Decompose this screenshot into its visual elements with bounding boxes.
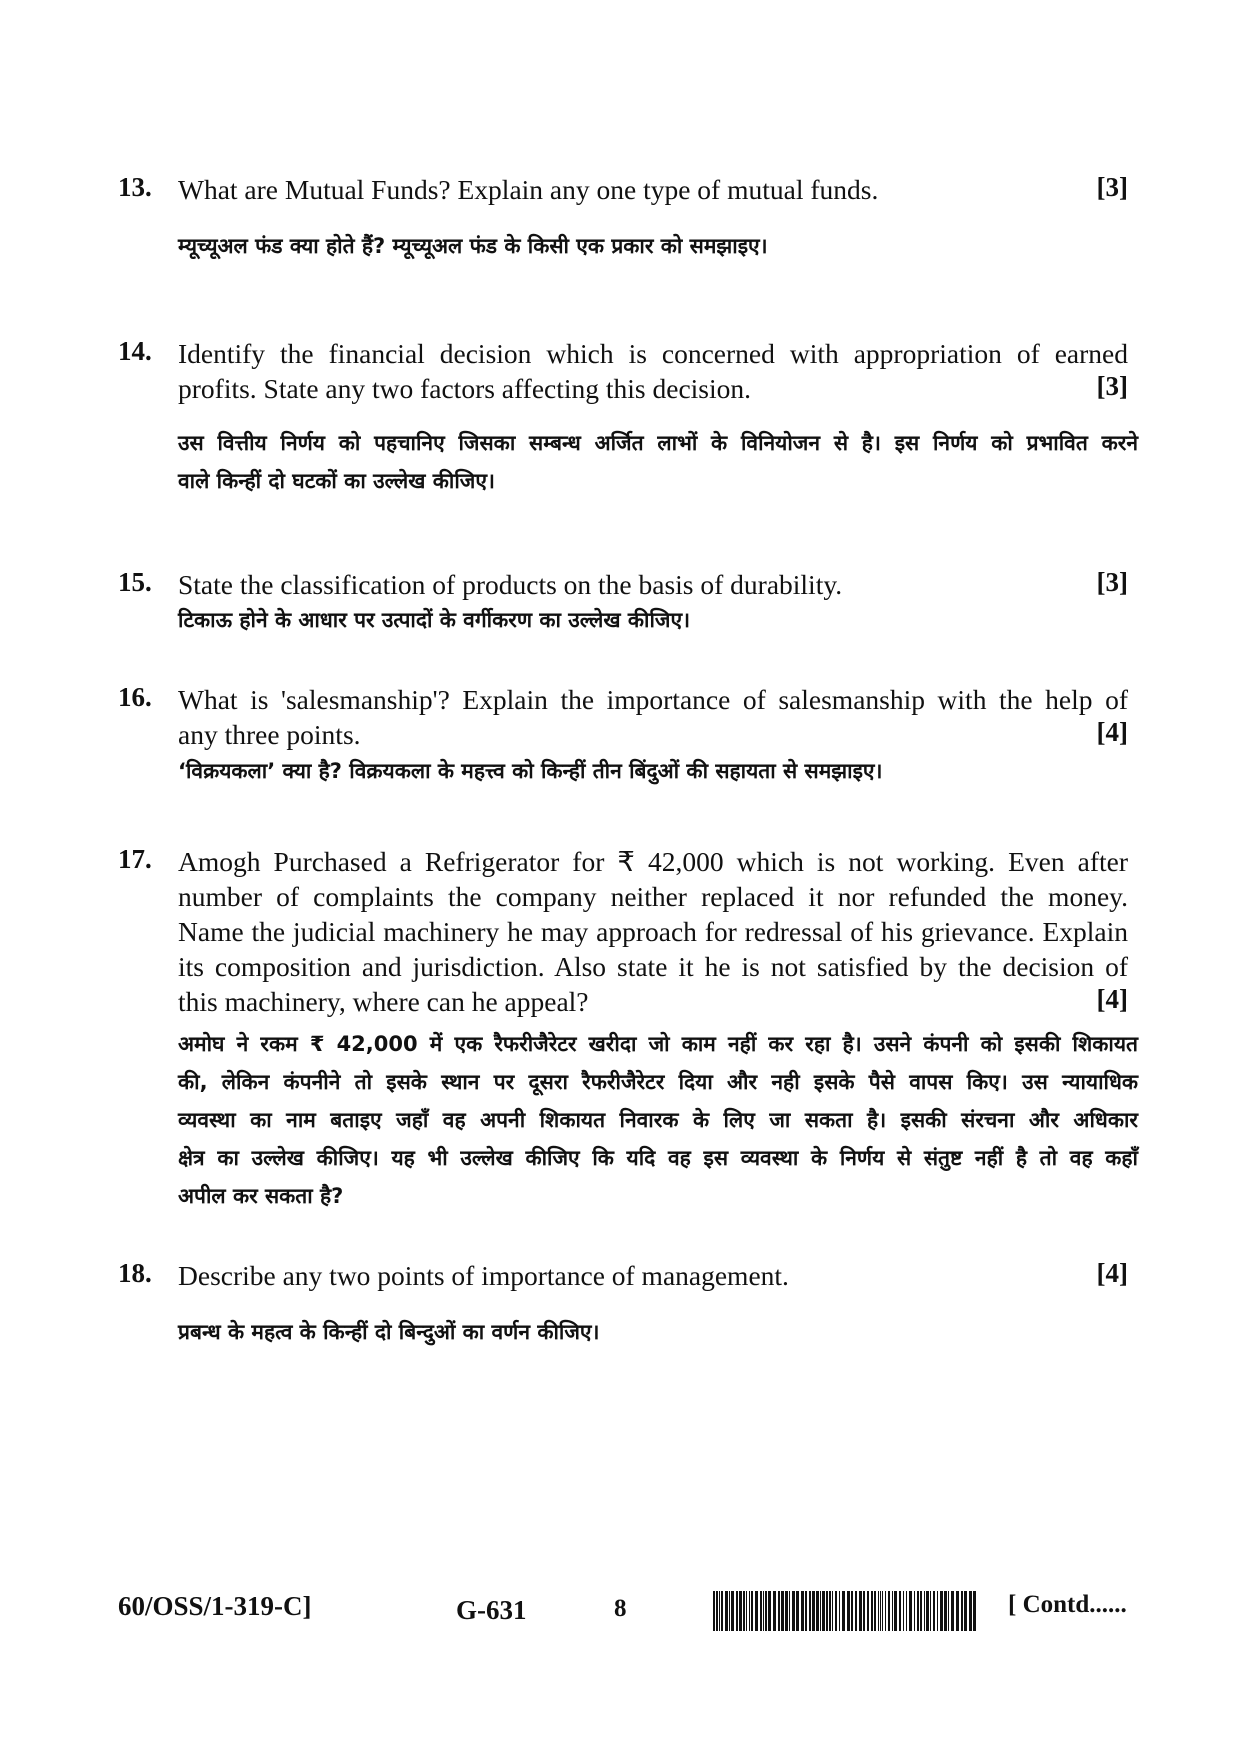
question-hindi	[178, 227, 1138, 265]
english-line: this machinery, where can he appeal?	[178, 986, 589, 1017]
english-line: What is 'salesmanship'? Explain the importance of salesmanship with the help of	[178, 684, 1128, 715]
hindi-line: अमोघ ने रकम ₹ 42,000 में एक रैफरीजैरेटर खरीदा जो काम नहीं कर रहा है। उसने कंपनी को इसकी शिकायत	[178, 1032, 1138, 1056]
marks: [4]	[1096, 1258, 1128, 1288]
question-number: 16.	[118, 682, 152, 712]
question-number: 14.	[118, 336, 152, 366]
hindi-line: की, लेकिन कंपनीने तो इसके स्थान पर दूसरा रैफरीजैरेटर दिया और नही इसके पैसे वापस किए। उस न्यायाधिक	[178, 1070, 1138, 1094]
hindi-line: वाले किन्हीं दो घटकों का उल्लेख कीजिए।	[178, 469, 495, 493]
question-english	[178, 682, 1128, 752]
marks: [4]	[1096, 984, 1128, 1014]
question-english	[178, 844, 1128, 1019]
hindi-line: क्षेत्र का उल्लेख कीजिए। यह भी उल्लेख कीजिए कि यदि वह इस व्यवस्था के निर्णय से संतुष्ट नहीं है तो वह कहाँ	[178, 1146, 1138, 1170]
question-hindi	[178, 424, 1138, 500]
marks: [3]	[1096, 172, 1128, 202]
series-code: G-631	[456, 1595, 527, 1625]
hindi-line: उस वित्तीय निर्णय को पहचानिए जिसका सम्बन्ध अर्जित लाभों के विनियोजन से है। इस निर्णय को प्रभावित करने	[178, 431, 1138, 455]
question-english	[178, 1258, 1128, 1293]
hindi-line: म्यूच्यूअल फंड क्या होते हैं? म्यूच्यूअल फंड के किसी एक प्रकार को समझाइए।	[178, 234, 768, 258]
continued-marker: [ Contd......	[1008, 1591, 1127, 1618]
english-line: Amogh Purchased a Refrigerator for ₹ 42,000 which is not working. Even after	[178, 846, 1128, 877]
question-number: 18.	[118, 1258, 152, 1288]
english-line: Name the judicial machinery he may approach for redressal of his grievance. Explain	[178, 916, 1128, 947]
question-english	[178, 172, 1128, 207]
question-hindi	[178, 1025, 1138, 1215]
question-english	[178, 336, 1128, 406]
hindi-line: प्रबन्ध के महत्व के किन्हीं दो बिन्दुओं का वर्णन कीजिए।	[178, 1320, 600, 1344]
page-footer	[0, 1591, 1241, 1631]
english-line: number of complaints the company neither replaced it nor refunded the money.	[178, 881, 1128, 912]
hindi-line: व्यवस्था का नाम बताइए जहाँ वह अपनी शिकायत निवारक के लिए जा सकता है। इसकी संरचना और अधिकार	[178, 1108, 1138, 1132]
question-number: 13.	[118, 172, 152, 202]
question-number: 17.	[118, 844, 152, 874]
paper-code: 60/OSS/1-319-C]	[118, 1591, 312, 1621]
english-line: its composition and jurisdiction. Also state it he is not satisfied by the decision of	[178, 951, 1128, 982]
english-line: What are Mutual Funds? Explain any one type of mutual funds.	[178, 174, 879, 205]
hindi-line: टिकाऊ होने के आधार पर उत्पादों के वर्गीकरण का उल्लेख कीजिए।	[178, 608, 691, 632]
hindi-line: ‘विक्रयकला’ क्या है? विक्रयकला के महत्त्व को किन्हीं तीन बिंदुओं की सहायता से समझाइए।	[178, 759, 883, 783]
question-hindi	[178, 752, 1138, 790]
question-number: 15.	[118, 567, 152, 597]
english-line: State the classification of products on the basis of durability.	[178, 569, 843, 600]
english-line: Identify the financial decision which is concerned with appropriation of earned	[178, 338, 1128, 369]
question-hindi	[178, 601, 1138, 639]
hindi-line: अपील कर सकता है?	[178, 1184, 344, 1208]
english-line: Describe any two points of importance of management.	[178, 1260, 789, 1291]
marks: [4]	[1096, 717, 1128, 747]
english-line: any three points.	[178, 719, 361, 750]
question-english	[178, 567, 1128, 602]
barcode-icon	[711, 1591, 981, 1631]
english-line: profits. State any two factors affecting this decision.	[178, 373, 752, 404]
marks: [3]	[1096, 567, 1128, 597]
page-number: 8	[614, 1595, 627, 1622]
marks: [3]	[1096, 371, 1128, 401]
question-hindi	[178, 1313, 1138, 1351]
